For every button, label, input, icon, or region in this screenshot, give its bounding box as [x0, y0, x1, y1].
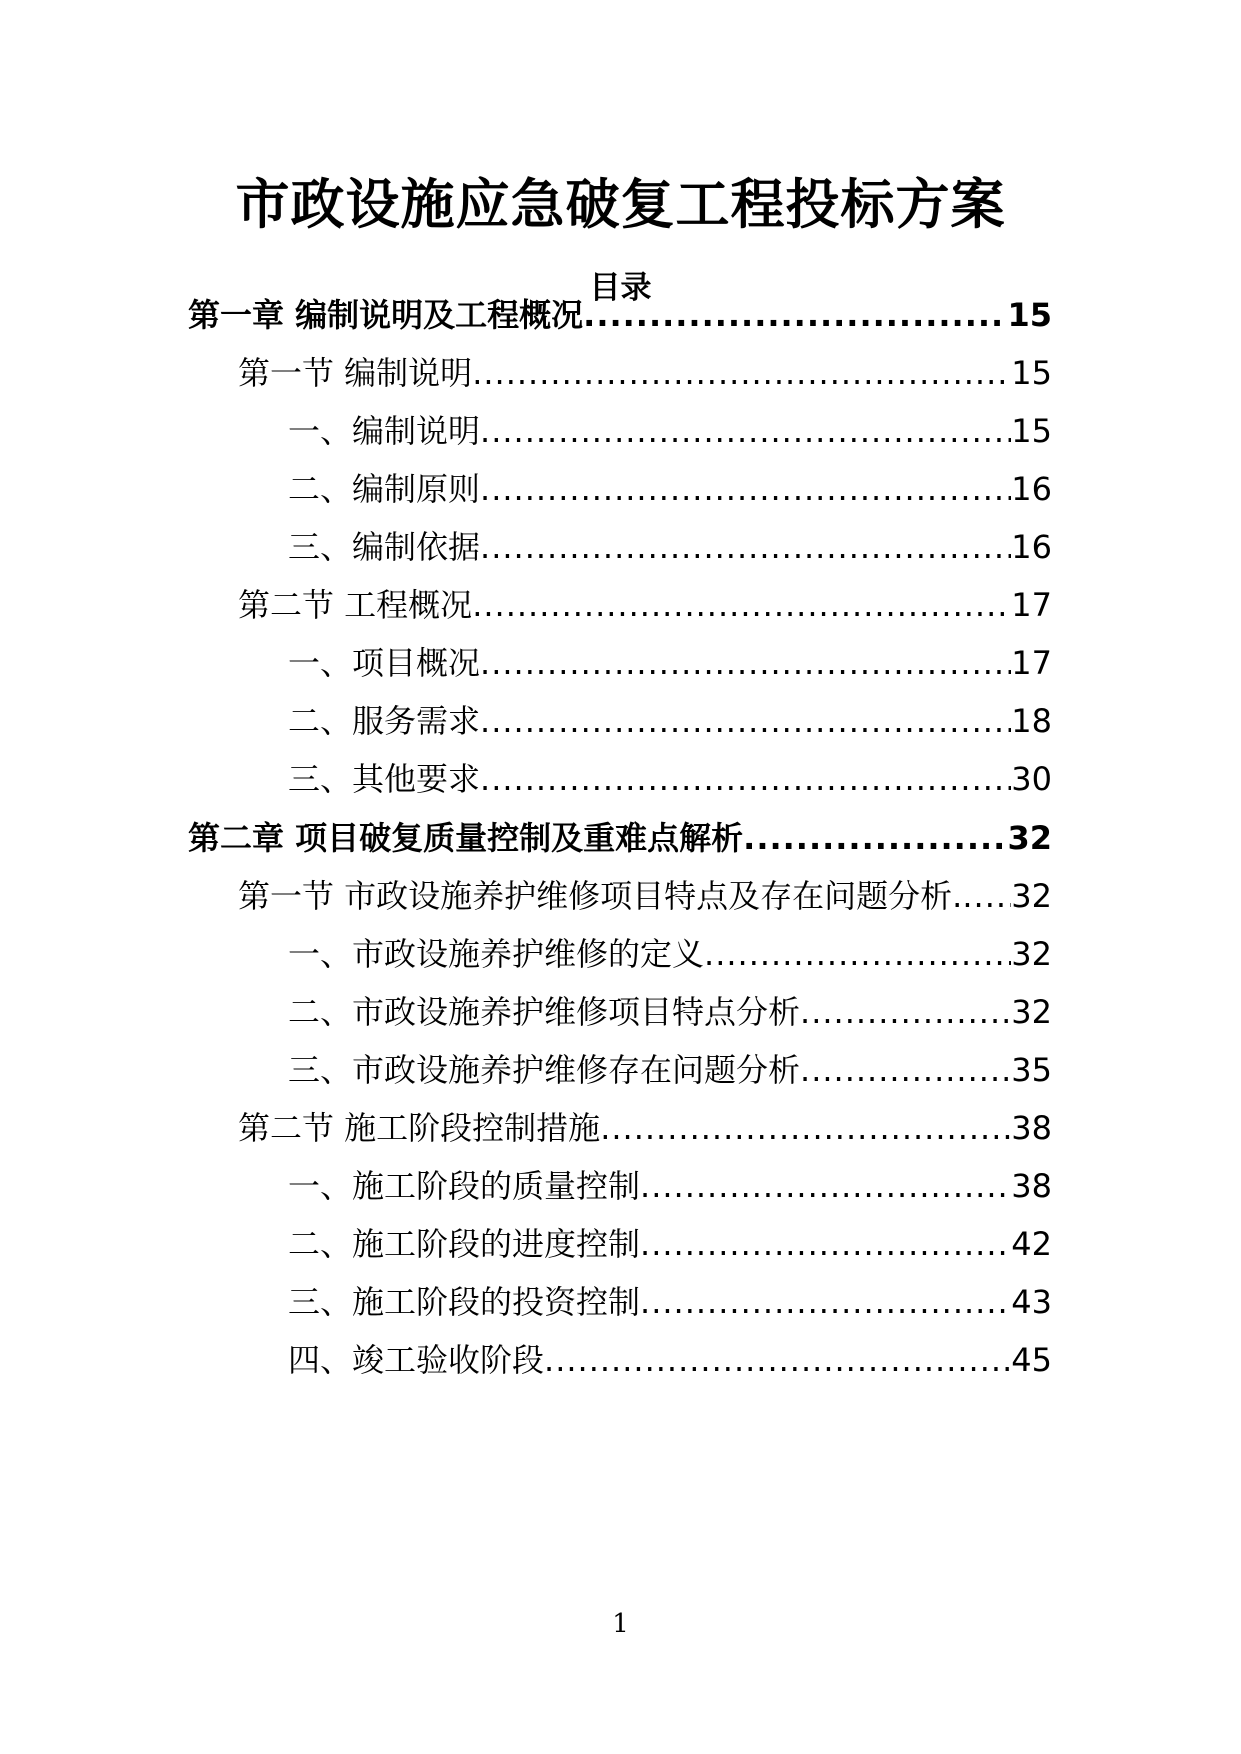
toc-entry[interactable] — [188, 815, 1052, 861]
toc-dot-leader — [962, 873, 1011, 919]
toc-entry[interactable] — [288, 931, 1052, 977]
toc-entry-page: 32 — [1011, 877, 1052, 915]
document-title: 市政设施应急破复工程投标方案 — [235, 173, 1006, 236]
page-number: 1 — [612, 1609, 629, 1639]
toc-entry[interactable] — [238, 582, 1052, 628]
toc-dot-leader — [704, 931, 1011, 977]
toc-entry[interactable] — [288, 698, 1052, 744]
toc-entry[interactable] — [288, 1337, 1052, 1383]
toc-entry-text: 二、市政设施养护维修项目特点分析 — [288, 993, 801, 1031]
toc-entry-page: 45 — [1011, 1341, 1052, 1379]
toc-dot-leader — [480, 756, 1011, 802]
toc-entry-text: 一、施工阶段的质量控制 — [288, 1167, 641, 1205]
toc-entry-text: 三、施工阶段的投资控制 — [288, 1283, 641, 1321]
toc-dot-leader — [800, 989, 1011, 1035]
toc-entry[interactable] — [288, 989, 1052, 1035]
toc-entry-page: 38 — [1011, 1109, 1052, 1147]
toc-entry-page: 38 — [1011, 1167, 1052, 1205]
toc-dot-leader — [640, 1163, 1011, 1209]
toc-entry-page: 32 — [1011, 935, 1052, 973]
toc-entry-page: 35 — [1011, 1051, 1052, 1089]
toc-entry[interactable] — [238, 1105, 1052, 1151]
toc-entry[interactable] — [238, 873, 1052, 919]
toc-entry[interactable] — [238, 350, 1052, 396]
toc-entry[interactable] — [288, 1047, 1052, 1093]
toc-entry-text: 第二节 施工阶段控制措施 — [238, 1109, 601, 1147]
toc-heading: 目录 — [589, 270, 652, 306]
toc-entry-page: 15 — [1011, 354, 1052, 392]
toc-entry-page: 43 — [1011, 1283, 1052, 1321]
toc-entry-text: 第二节 工程概况 — [238, 586, 473, 624]
toc-entry-text: 三、编制依据 — [288, 528, 481, 566]
toc-entry-page: 17 — [1011, 586, 1052, 624]
toc-entry-text: 第二章 项目破复质量控制及重难点解析 — [188, 819, 744, 857]
toc-entry-text: 第一节 编制说明 — [238, 354, 473, 392]
toc-entry[interactable] — [288, 466, 1052, 512]
toc-dot-leader — [544, 1337, 1011, 1383]
toc-dot-leader — [743, 815, 1007, 861]
toc-entry-text: 二、编制原则 — [288, 470, 481, 508]
toc-entry[interactable] — [288, 1163, 1052, 1209]
toc-entry-text: 四、竣工验收阶段 — [288, 1341, 545, 1379]
toc-entry-text: 三、其他要求 — [288, 760, 481, 798]
toc-entry-text: 三、市政设施养护维修存在问题分析 — [288, 1051, 801, 1089]
toc-dot-leader — [640, 1279, 1011, 1325]
toc-dot-leader — [583, 292, 1007, 338]
toc-dot-leader — [640, 1221, 1011, 1267]
toc-entry-text: 一、市政设施养护维修的定义 — [288, 935, 705, 973]
toc-entry-page: 32 — [1011, 993, 1052, 1031]
toc-entry-text: 一、编制说明 — [288, 412, 481, 450]
toc-entry[interactable] — [288, 1221, 1052, 1267]
toc-entry[interactable] — [288, 524, 1052, 570]
toc-entry-page: 16 — [1011, 528, 1052, 566]
toc-entry[interactable] — [288, 1279, 1052, 1325]
toc-dot-leader — [480, 640, 1011, 686]
toc-dot-leader — [600, 1105, 1011, 1151]
toc-entry-text: 第一章 编制说明及工程概况 — [188, 296, 584, 334]
toc-dot-leader — [480, 408, 1011, 454]
toc-dot-leader — [800, 1047, 1011, 1093]
toc-entry-page: 18 — [1011, 702, 1052, 740]
toc-entry[interactable] — [288, 756, 1052, 802]
toc-entry-page: 30 — [1011, 760, 1052, 798]
toc-entry-page: 15 — [1011, 412, 1052, 450]
toc-entry-text: 第一节 市政设施养护维修项目特点及存在问题分析. — [238, 877, 963, 915]
toc-entry-page: 16 — [1011, 470, 1052, 508]
toc-entry-text: 一、项目概况 — [288, 644, 481, 682]
toc-entry-text: 二、服务需求 — [288, 702, 481, 740]
toc-entry-page: 32 — [1007, 819, 1052, 857]
toc-dot-leader — [480, 698, 1011, 744]
toc-dot-leader — [480, 466, 1011, 512]
toc-entry-text: 二、施工阶段的进度控制 — [288, 1225, 641, 1263]
toc-entry[interactable] — [188, 292, 1052, 338]
toc-dot-leader — [480, 524, 1011, 570]
toc-entry-page: 42 — [1011, 1225, 1052, 1263]
toc-dot-leader — [472, 582, 1011, 628]
toc-entry[interactable] — [288, 408, 1052, 454]
toc-entry-page: 17 — [1011, 644, 1052, 682]
toc-entry-page: 15 — [1007, 296, 1052, 334]
toc-dot-leader — [472, 350, 1011, 396]
toc-entry[interactable] — [288, 640, 1052, 686]
